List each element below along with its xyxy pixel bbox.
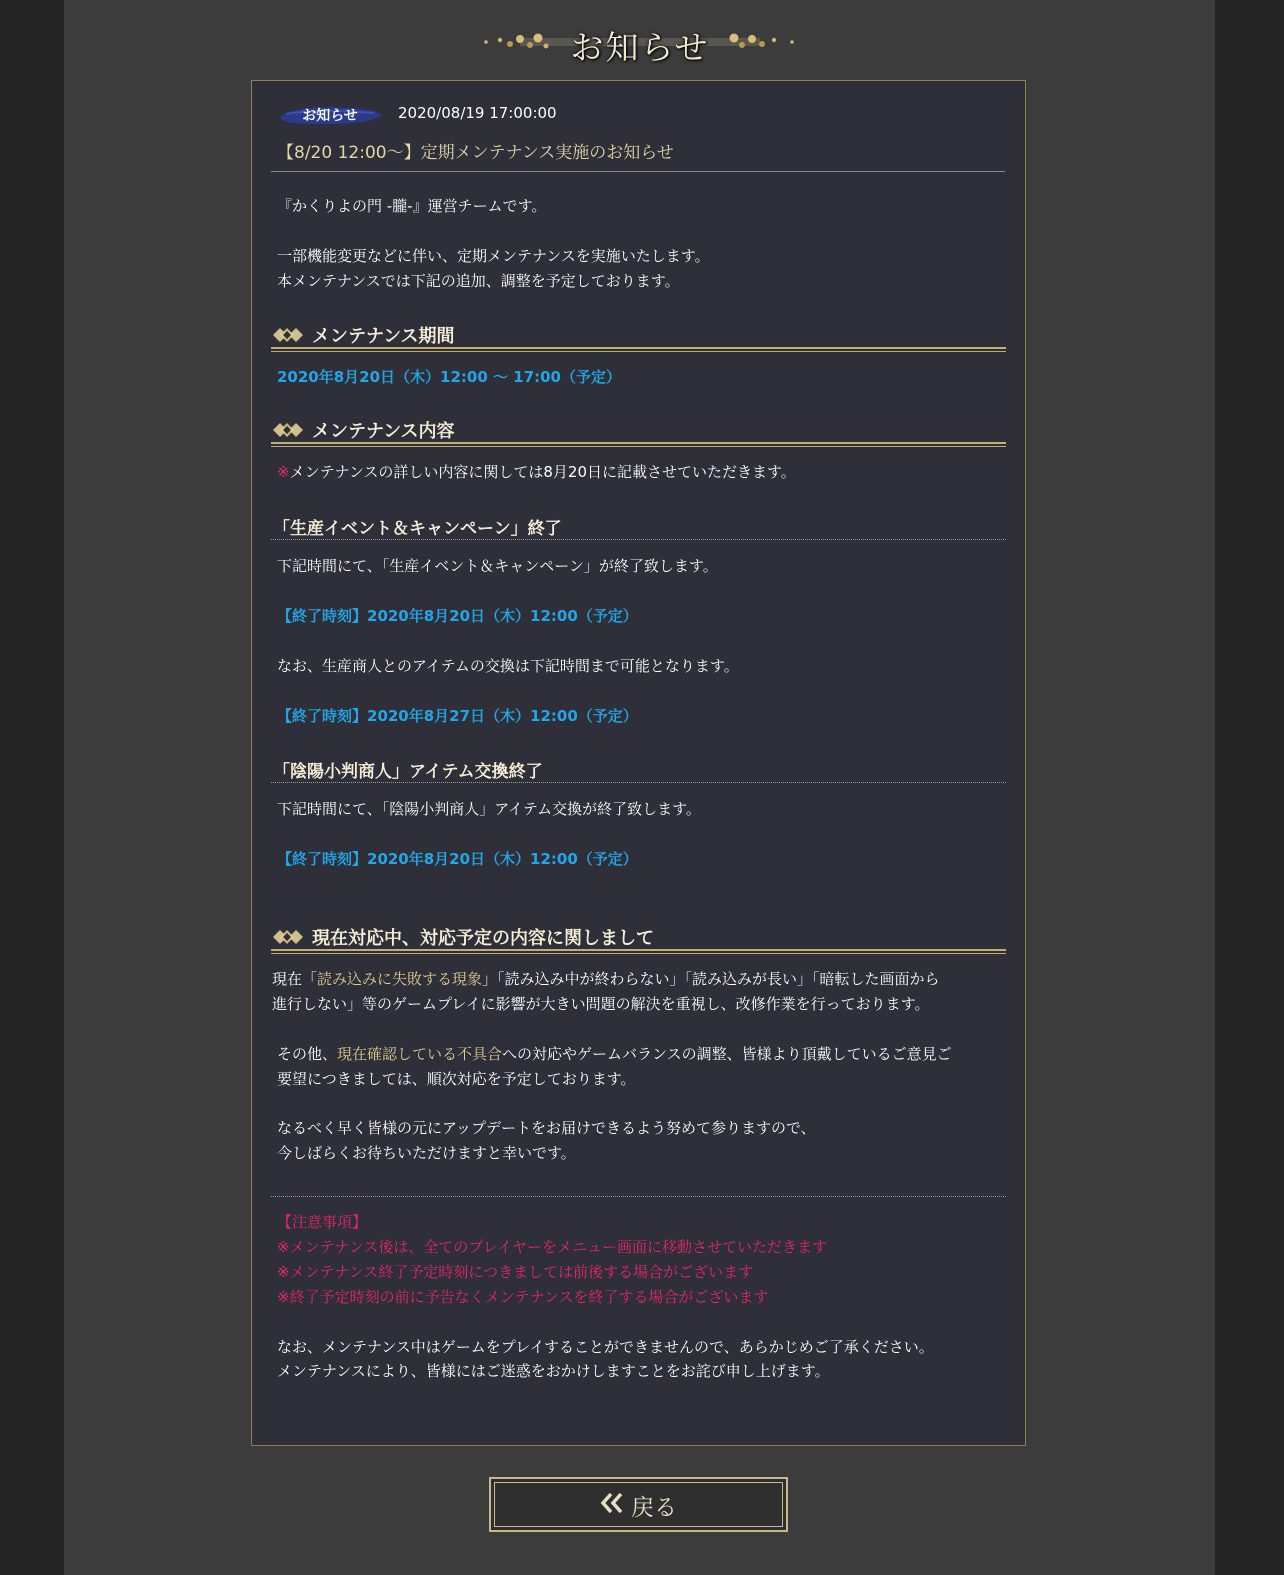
intro-line: 一部機能変更などに伴い、定期メンテナンスを実施いたします。 bbox=[277, 247, 710, 265]
failed-loading-link[interactable]: 読み込みに失敗する現象 bbox=[317, 970, 483, 988]
event-end-line: 下記時間にて、「生産イベント＆キャンペーン」が終了致します。 bbox=[277, 557, 718, 575]
known-issues-link[interactable]: 現在確認している不具合 bbox=[337, 1045, 503, 1063]
current-paragraph bbox=[272, 968, 940, 989]
section-rule bbox=[271, 442, 1006, 444]
subsection-rule bbox=[271, 782, 1006, 783]
caution-item: ※メンテナンス後は、全てのプレイヤーをメニュー画面に移動させていただきます bbox=[277, 1238, 828, 1256]
section-title: メンテナンス内容 bbox=[312, 421, 455, 442]
merchant-end-line: 下記時間にて、「陰陽小判商人」アイテム交換が終了致します。 bbox=[277, 800, 701, 818]
badge-label: お知らせ bbox=[302, 108, 358, 124]
maintenance-period: 2020年8月20日（木）12:00 ～ 17:00（予定） bbox=[277, 368, 621, 386]
caution-heading: 【注意事項】 bbox=[277, 1213, 368, 1231]
section-heading-period bbox=[271, 319, 1006, 353]
category-badge bbox=[278, 104, 382, 126]
subsection-merchant-end bbox=[271, 755, 1006, 785]
diamond-crest-icon bbox=[271, 419, 305, 441]
note-mark: ※ bbox=[277, 463, 290, 481]
closing-line: メンテナンスにより、皆様にはご迷惑をおかけしますことをお詫び申し上げます。 bbox=[277, 1362, 830, 1380]
content-note bbox=[277, 461, 796, 482]
diamond-crest-icon bbox=[271, 324, 305, 346]
note-text: メンテナンスの詳しい内容に関しては8月20日に記載させていただきます。 bbox=[289, 463, 796, 481]
update-paragraph-line: 今しばらくお待ちいただけますと幸いです。 bbox=[277, 1144, 576, 1162]
text-span: への対応やゲームバランスの調整、皆様より頂戴しているご意見ご bbox=[502, 1045, 952, 1063]
section-rule bbox=[271, 949, 1006, 951]
caution-item: ※メンテナンス終了予定時刻につきましては前後する場合がございます bbox=[277, 1263, 754, 1281]
event-end-line: なお、生産商人とのアイテムの交換は下記時間まで可能となります。 bbox=[277, 657, 739, 675]
merchant-end-time: 【終了時刻】2020年8月20日（木）12:00（予定） bbox=[277, 850, 638, 868]
section-rule bbox=[271, 347, 1006, 349]
intro-line: 本メンテナンスでは下記の追加、調整を予定しております。 bbox=[277, 272, 680, 290]
text-span: その他、 bbox=[277, 1045, 338, 1063]
notice-date: 2020/08/19 17:00:00 bbox=[398, 104, 557, 122]
current-paragraph-line: 進行しない」等のゲームプレイに影響が大きい問題の解決を重視し、改修作業を行っております。 bbox=[272, 995, 930, 1013]
closing-line: なお、メンテナンス中はゲームをプレイすることができませんので、あらかじめご了承ください。 bbox=[277, 1338, 934, 1356]
notice-title: 【8/20 12:00～】定期メンテナンス実施のお知らせ bbox=[277, 143, 674, 163]
other-paragraph bbox=[277, 1043, 952, 1064]
intro-line: 『かくりよの門 -朧-』運営チームです。 bbox=[277, 197, 547, 215]
caution-item: ※終了予定時刻の前に予告なくメンテナンスを終了する場合がございます bbox=[277, 1288, 769, 1306]
diamond-crest-icon bbox=[271, 926, 305, 948]
event-end-time: 【終了時刻】2020年8月20日（木）12:00（予定） bbox=[277, 607, 638, 625]
section-title: 現在対応中、対応予定の内容に関しまして bbox=[312, 928, 654, 949]
section-heading-current bbox=[271, 921, 1006, 955]
subsection-title: 「陰陽小判商人」アイテム交換終了 bbox=[273, 762, 543, 782]
double-chevron-left-icon bbox=[599, 1490, 625, 1516]
caution-divider bbox=[271, 1196, 1006, 1197]
exchange-end-time: 【終了時刻】2020年8月27日（木）12:00（予定） bbox=[277, 707, 638, 725]
other-paragraph-line: 要望につきましては、順次対応を予定しております。 bbox=[277, 1070, 636, 1088]
section-title: メンテナンス期間 bbox=[312, 326, 455, 347]
back-button[interactable] bbox=[489, 1477, 788, 1532]
subsection-event-end bbox=[271, 512, 1006, 542]
section-rule bbox=[271, 953, 1006, 954]
section-rule bbox=[271, 351, 1006, 352]
section-rule bbox=[271, 446, 1006, 447]
title-divider bbox=[271, 171, 1005, 172]
page-header bbox=[480, 10, 800, 70]
back-button-label: 戻る bbox=[631, 1495, 677, 1521]
text-span: 現在「 bbox=[272, 970, 318, 988]
section-heading-content bbox=[271, 414, 1006, 448]
page-title: お知らせ bbox=[570, 28, 710, 67]
subsection-rule bbox=[271, 539, 1006, 540]
update-paragraph-line: なるべく早く皆様の元にアップデートをお届けできるよう努めて参りますので、 bbox=[277, 1119, 816, 1137]
text-span: 」「読み込み中が終わらない」「読み込みが長い」「暗転した画面から bbox=[482, 970, 940, 988]
subsection-title: 「生産イベント＆キャンペーン」終了 bbox=[273, 519, 562, 539]
